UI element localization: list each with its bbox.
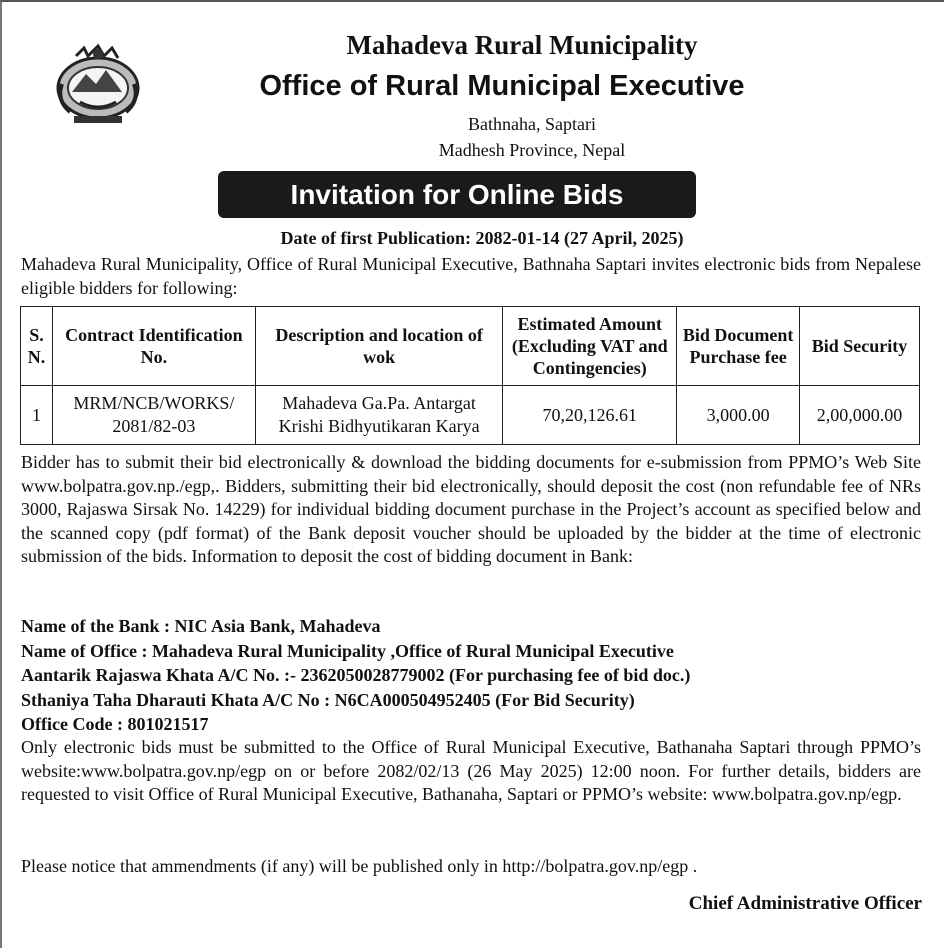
cell-description: Mahadeva Ga.Pa. Antargat Krishi Bidhyutikaran Karya — [255, 386, 503, 445]
bank-name: Name of the Bank : NIC Asia Bank, Mahadeva — [21, 616, 381, 636]
header-description: Description and location of wok — [255, 307, 503, 386]
banner-title: Invitation for Online Bids — [290, 178, 624, 210]
bids-table — [20, 306, 920, 445]
header-bid-security: Bid Security — [800, 307, 920, 386]
header-contract-id: Contract Identification No. — [52, 307, 255, 386]
submission-instructions: Bidder has to submit their bid electronically & download the bidding documents for e-submission from PPMO’s Web Site www.bolpatra.gov.np./egp,. Bidders, submitting their bid electronically, should deposit the cost (non refundable fee of NRs 3000, Rajaswa Sirsak No. 14229) for individual bidding document purchase in the Project’s account as specified below and the scanned copy (pdf format) of the Bank deposit voucher should be uploaded by the bidder at the time of electronic submission of the bids. Information to deposit the cost of bidding document in Bank: — [21, 452, 921, 566]
header-estimated-amount: Estimated Amount (Excluding VAT and Contingencies) — [503, 307, 677, 386]
revenue-account: Aantarik Rajaswa Khata A/C No. :- 2362050028779002 (For purchasing fee of bid doc.) — [21, 665, 691, 685]
header-document-fee: Bid Document Purchase fee — [677, 307, 800, 386]
bank-details — [21, 614, 921, 737]
cell-contract-id: MRM/NCB/WORKS/ 2081/82-03 — [52, 386, 255, 445]
cell-estimated-amount: 70,20,126.61 — [503, 386, 677, 445]
publication-date: Date of first Publication: 2082-01-14 (27 April, 2025) — [280, 228, 684, 248]
table-header-row — [21, 307, 920, 386]
table-row — [21, 386, 920, 445]
notice-banner — [218, 171, 696, 218]
deadline-paragraph: Only electronic bids must be submitted to the Office of Rural Municipal Executive, Bathanaha Saptari through PPMO’s website:www.bolpatra.gov.np/egp on or before 2082/02/13 (26 May 2025) 12:00 noon. For further details, bidders are requested to visit Office of Rural Municipal Executive, Bathanaha, Saptari or PPMO’s website: www.bolpatra.gov.np/egp. — [21, 737, 921, 804]
cell-bid-security: 2,00,000.00 — [800, 386, 920, 445]
office-account-name: Name of Office : Mahadeva Rural Municipality ,Office of Rural Municipal Executive — [21, 640, 674, 661]
intro-paragraph: Mahadeva Rural Municipality, Office of Rural Municipal Executive, Bathnaha Saptari invites electronic bids from Nepalese eligible bidders for following: — [21, 254, 921, 298]
header-sn: S. N. — [21, 307, 53, 386]
cell-document-fee: 3,000.00 — [677, 386, 800, 445]
cell-sn: 1 — [21, 386, 53, 445]
address-line-2: Madhesh Province, Nepal — [438, 140, 626, 160]
deposit-account: Sthaniya Taha Dharauti Khata A/C No : N6CA000504952405 (For Bid Security) — [21, 689, 635, 710]
address-line-1: Bathnaha, Saptari — [468, 114, 596, 134]
signature: Chief Administrative Officer — [688, 893, 922, 914]
municipality-name: Mahadeva Rural Municipality — [346, 30, 698, 60]
amendment-notice: Please notice that ammendments (if any) will be published only in http://bolpatra.gov.np/egp . — [21, 856, 698, 876]
office-code: Office Code : 801021517 — [21, 714, 209, 734]
office-name: Office of Rural Municipal Executive — [259, 70, 745, 102]
